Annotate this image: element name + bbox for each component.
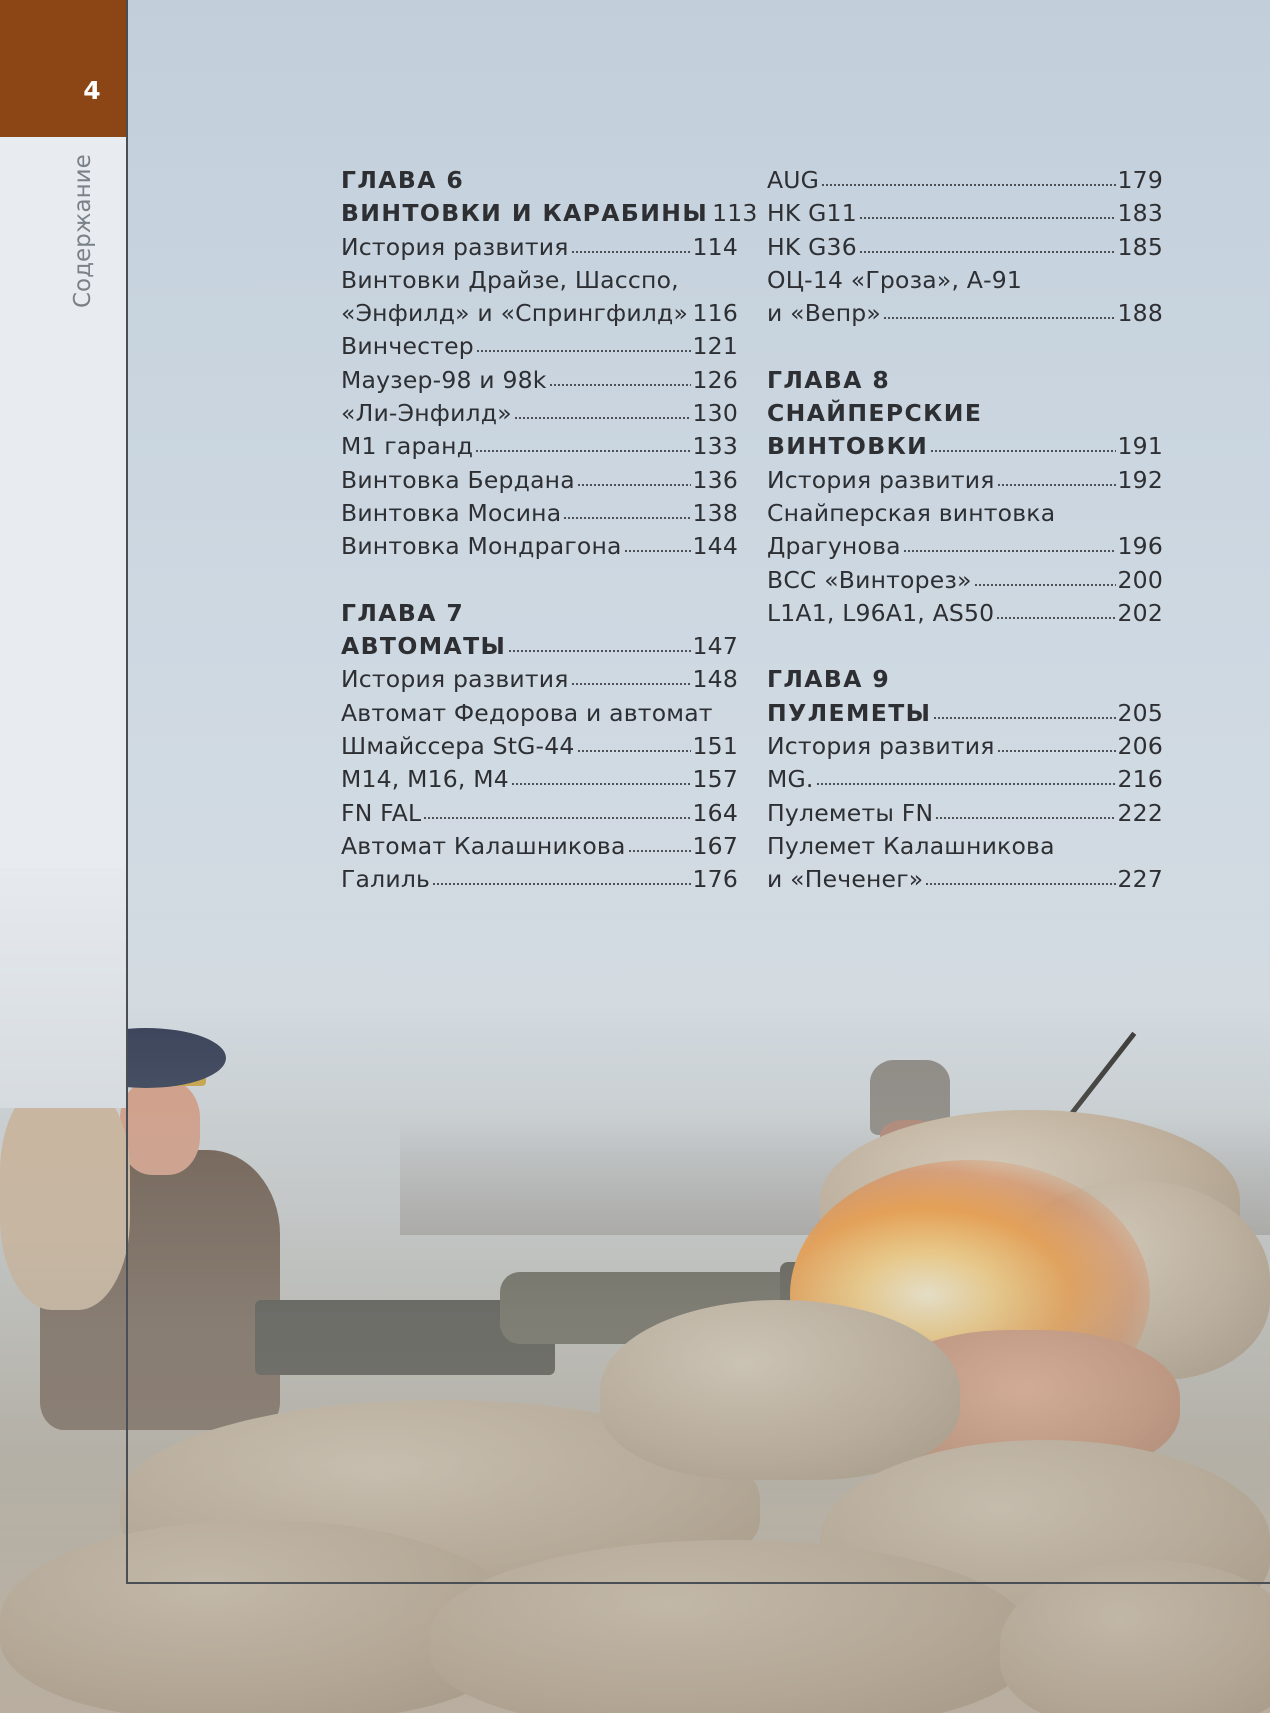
toc-entry-title: История развития xyxy=(767,732,995,761)
toc-entry-title: Автомат Калашникова xyxy=(341,831,626,860)
toc-gap xyxy=(767,330,1163,363)
toc-leader-dots xyxy=(577,749,691,753)
toc-page-number: 179 xyxy=(1117,166,1163,194)
toc-entry[interactable] xyxy=(341,730,738,763)
page-number: 4 xyxy=(83,76,101,105)
toc-entry-title: Галиль xyxy=(341,865,431,894)
toc-entry[interactable] xyxy=(767,763,1163,796)
toc-entry[interactable] xyxy=(341,797,738,830)
toc-leader-dots xyxy=(996,616,1115,620)
toc-entry-title: и «Вепр» xyxy=(767,299,881,328)
toc-leader-dots xyxy=(577,483,691,487)
toc-gap xyxy=(767,630,1163,663)
toc-chapter-heading[interactable] xyxy=(767,364,1163,397)
toc-entry[interactable] xyxy=(767,863,1163,896)
toc-leader-dots xyxy=(816,782,1116,786)
toc-entry-title: Винтовка Мондрагона xyxy=(341,532,622,561)
toc-entry-title: ГЛАВА 7 xyxy=(341,598,465,627)
toc-entry[interactable] xyxy=(341,231,738,264)
toc-entry-title: Пулеметы FN xyxy=(767,798,934,827)
toc-leader-dots xyxy=(624,549,691,553)
toc-entry[interactable] xyxy=(767,264,1163,297)
toc-chapter-heading[interactable] xyxy=(341,630,738,663)
toc-leader-dots xyxy=(974,583,1116,587)
toc-entry-title: HK G11 xyxy=(767,199,857,228)
toc-page-number: 176 xyxy=(692,865,738,894)
toc-entry-title: История развития xyxy=(341,232,569,261)
bottom-rule xyxy=(126,1582,1270,1584)
toc-entry-title: История развития xyxy=(767,465,995,494)
toc-leader-dots xyxy=(925,882,1115,886)
toc-page-number: 144 xyxy=(692,532,738,561)
toc-entry[interactable] xyxy=(767,797,1163,830)
toc-leader-dots xyxy=(997,749,1116,753)
toc-page-number: 164 xyxy=(692,798,738,827)
toc-leader-dots xyxy=(571,250,691,254)
toc-page-number: 227 xyxy=(1117,865,1163,894)
toc-page-number: 191 xyxy=(1117,432,1163,461)
toc-entry[interactable] xyxy=(341,497,738,530)
toc-entry[interactable] xyxy=(341,397,738,430)
toc-chapter-heading[interactable] xyxy=(767,397,1163,430)
toc-gap xyxy=(341,564,738,597)
toc-entry[interactable] xyxy=(341,663,738,696)
toc-entry-title: АВТОМАТЫ xyxy=(341,632,507,661)
toc-page-number: 130 xyxy=(692,399,738,428)
toc-entry[interactable] xyxy=(341,364,738,397)
toc-leader-dots xyxy=(821,183,1115,187)
toc-page-number: 185 xyxy=(1117,232,1163,261)
toc-page-number: 133 xyxy=(692,432,738,461)
page-number-box xyxy=(0,0,127,137)
toc-entry[interactable] xyxy=(341,330,738,363)
toc-page-number: 183 xyxy=(1117,199,1163,228)
toc-entry[interactable] xyxy=(341,297,738,330)
toc-page-number: 192 xyxy=(1117,465,1163,494)
toc-chapter-heading[interactable] xyxy=(767,430,1163,463)
toc-column-left xyxy=(341,164,758,897)
toc-leader-dots xyxy=(549,383,691,387)
toc-leader-dots xyxy=(997,483,1116,487)
toc-entry-title: Винчестер xyxy=(341,332,474,361)
toc-leader-dots xyxy=(859,216,1116,220)
toc-entry-title: «Энфилд» и «Спрингфилд» xyxy=(341,299,689,328)
toc-entry-title: Снайперская винтовка xyxy=(767,498,1056,527)
toc-leader-dots xyxy=(476,349,691,353)
toc-page-number: 202 xyxy=(1117,598,1163,627)
toc-entry-title: ГЛАВА 8 xyxy=(767,365,891,394)
toc-leader-dots xyxy=(859,250,1116,254)
toc-entry-title: СНАЙПЕРСКИЕ xyxy=(767,399,983,428)
toc-entry-title: MG. xyxy=(767,765,814,794)
toc-entry[interactable] xyxy=(767,597,1163,630)
toc-page-number: 126 xyxy=(692,365,738,394)
toc-page-number: 188 xyxy=(1117,299,1163,328)
toc-chapter-heading[interactable] xyxy=(341,164,738,197)
toc-page-number: 222 xyxy=(1117,798,1163,827)
toc-page-number: 116 xyxy=(692,299,738,328)
toc-page-number: 157 xyxy=(692,765,738,794)
toc-entry-title: Пулемет Калашникова xyxy=(767,831,1055,860)
toc-entry-title: ГЛАВА 9 xyxy=(767,665,891,694)
toc-entry-title: L1A1, L96A1, AS50 xyxy=(767,598,995,627)
toc-entry[interactable] xyxy=(767,231,1163,264)
toc-page-number: 216 xyxy=(1117,765,1163,794)
toc-entry[interactable] xyxy=(767,464,1163,497)
toc-entry-title: FN FAL xyxy=(341,798,422,827)
toc-entry-title: AUG xyxy=(767,166,820,194)
toc-leader-dots xyxy=(903,549,1116,553)
toc-entry[interactable] xyxy=(341,697,738,730)
toc-page-number: 114 xyxy=(692,232,738,261)
toc-entry-title: ГЛАВА 6 xyxy=(341,166,465,194)
toc-entry-title: История развития xyxy=(341,665,569,694)
toc-leader-dots xyxy=(935,816,1115,820)
toc-page-number: 148 xyxy=(692,665,738,694)
toc-leader-dots xyxy=(563,516,690,520)
toc-entry-title: Винтовки Драйзе, Шасспо, xyxy=(341,265,679,294)
toc-column-right xyxy=(767,164,1163,897)
fog-overlay xyxy=(0,1000,1270,1713)
toc-chapter-heading[interactable] xyxy=(767,697,1163,730)
toc-entry-title: М14, М16, М4 xyxy=(341,765,509,794)
toc-entry[interactable] xyxy=(341,264,738,297)
sidebar-divider xyxy=(126,0,128,1583)
toc-entry[interactable] xyxy=(767,530,1163,563)
toc-entry-title: Винтовка Мосина xyxy=(341,498,562,527)
toc-page-number: 113 xyxy=(712,199,758,228)
toc-entry-title: Автомат Федорова и автомат xyxy=(341,698,713,727)
toc-page-number: 206 xyxy=(1117,732,1163,761)
toc-leader-dots xyxy=(423,816,690,820)
toc-entry[interactable] xyxy=(341,863,738,896)
toc-entry[interactable] xyxy=(767,197,1163,230)
toc-chapter-heading[interactable] xyxy=(341,197,758,230)
toc-page-number: 138 xyxy=(692,498,738,527)
toc-page-number: 200 xyxy=(1117,565,1163,594)
toc-entry[interactable] xyxy=(767,164,1163,197)
toc-entry[interactable] xyxy=(341,430,738,463)
toc-entry[interactable] xyxy=(341,464,738,497)
toc-entry-title: Винтовка Бердана xyxy=(341,465,575,494)
toc-entry[interactable] xyxy=(767,297,1163,330)
section-title: Содержание xyxy=(70,154,96,308)
toc-leader-dots xyxy=(432,882,690,886)
toc-entry-title: ВИНТОВКИ xyxy=(767,432,929,461)
toc-entry-title: ПУЛЕМЕТЫ xyxy=(767,698,932,727)
toc-leader-dots xyxy=(628,849,691,853)
toc-entry-title: ВСС «Винторез» xyxy=(767,565,972,594)
toc-leader-dots xyxy=(883,316,1116,320)
toc-entry[interactable] xyxy=(767,730,1163,763)
toc-page-number: 167 xyxy=(692,831,738,860)
toc-leader-dots xyxy=(475,449,690,453)
toc-entry-title: Драгунова xyxy=(767,532,901,561)
toc-page-number: 136 xyxy=(692,465,738,494)
toc-page-number: 151 xyxy=(692,732,738,761)
toc-entry[interactable] xyxy=(767,497,1163,530)
toc-leader-dots xyxy=(933,716,1115,720)
toc-entry[interactable] xyxy=(767,564,1163,597)
toc-entry-title: HK G36 xyxy=(767,232,857,261)
toc-leader-dots xyxy=(514,416,691,420)
toc-chapter-heading[interactable] xyxy=(341,597,738,630)
toc-entry-title: «Ли-Энфилд» xyxy=(341,399,512,428)
toc-entry[interactable] xyxy=(767,830,1163,863)
toc-entry[interactable] xyxy=(341,530,738,563)
toc-entry-title: и «Печенег» xyxy=(767,865,924,894)
toc-page-number: 147 xyxy=(692,632,738,661)
toc-leader-dots xyxy=(511,782,691,786)
toc-entry[interactable] xyxy=(341,763,738,796)
toc-entry-title: ОЦ-14 «Гроза», А-91 xyxy=(767,265,1023,294)
toc-page-number: 196 xyxy=(1117,532,1163,561)
sidebar-lower xyxy=(0,868,127,1108)
toc-entry[interactable] xyxy=(341,830,738,863)
toc-entry-title: Шмайссера StG-44 xyxy=(341,732,575,761)
toc-leader-dots xyxy=(930,449,1115,453)
toc-page-number: 121 xyxy=(692,332,738,361)
toc-page-number: 205 xyxy=(1117,698,1163,727)
machine-gun-photo xyxy=(0,1000,1270,1713)
toc-leader-dots xyxy=(571,682,691,686)
toc-entry-title: Маузер-98 и 98k xyxy=(341,365,547,394)
toc-leader-dots xyxy=(508,649,690,653)
toc-chapter-heading[interactable] xyxy=(767,663,1163,696)
toc-entry-title: М1 гаранд xyxy=(341,432,474,461)
toc-entry-title: ВИНТОВКИ И КАРАБИНЫ xyxy=(341,199,709,228)
